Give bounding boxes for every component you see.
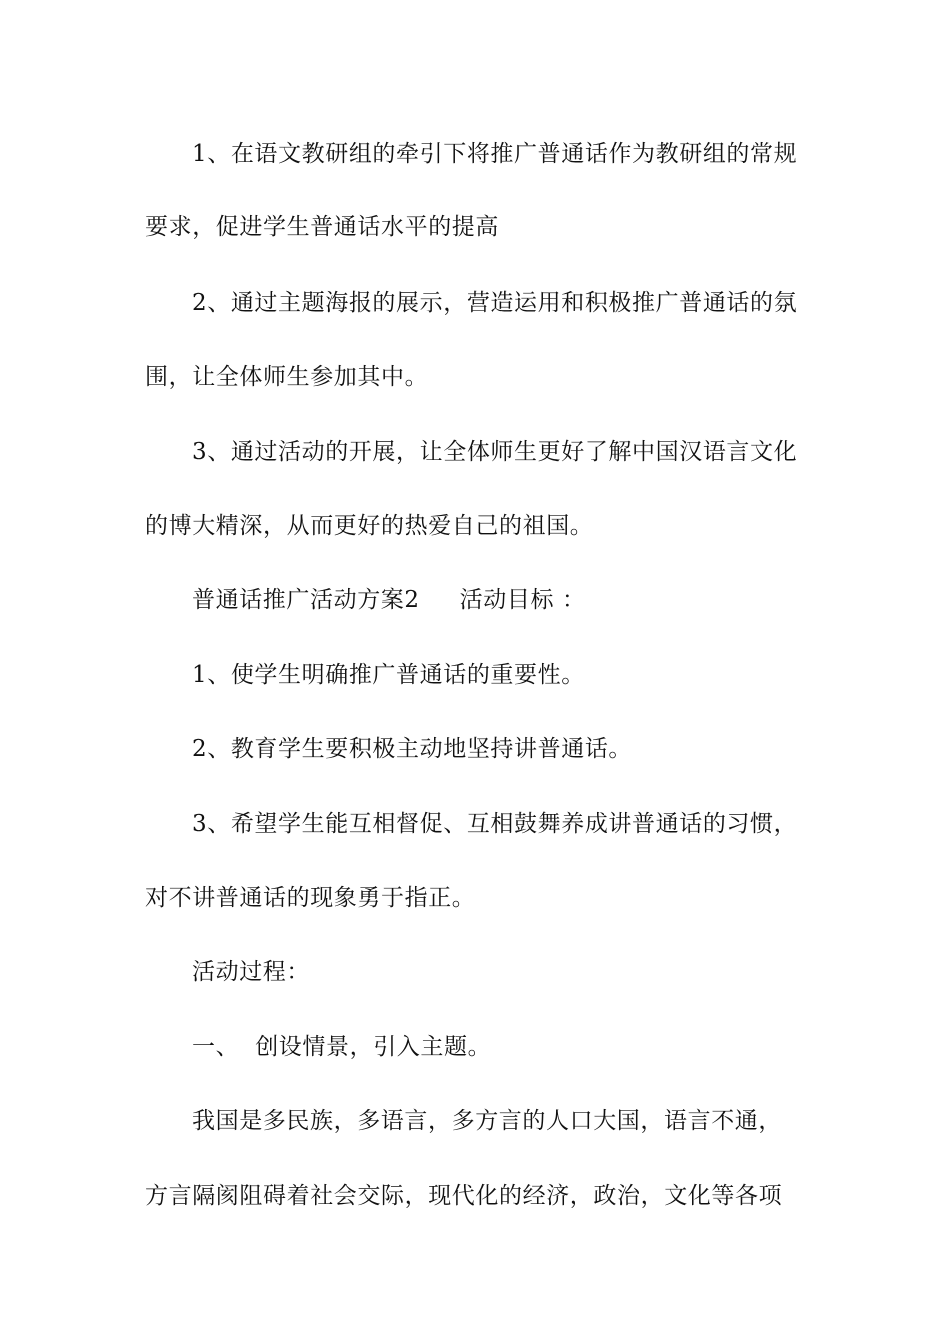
- paragraph-line: 要求，促进学生普通话水平的提高: [145, 214, 499, 240]
- paragraph-line: 3、通过活动的开展，让全体师生更好了解中国汉语言文化: [192, 439, 798, 465]
- paragraph-line: 2、教育学生要积极主动地坚持讲普通话。: [192, 736, 633, 762]
- paragraph-line: 活动过程：: [192, 959, 310, 985]
- section-subtitle: 活动目标 ：: [459, 587, 586, 613]
- heading-number: 一、: [192, 1034, 240, 1060]
- paragraph-line: 方言隔阂阻碍着社会交际，现代化的经济，政治，文化等各项: [145, 1183, 783, 1209]
- paragraph-line: 围，让全体师生参加其中。: [145, 364, 429, 390]
- paragraph-line: 3、希望学生能互相督促、互相鼓舞养成讲普通话的习惯，: [192, 811, 798, 837]
- paragraph-line: 我国是多民族，多语言，多方言的人口大国，语言不通，: [192, 1108, 782, 1134]
- section-heading-line: [192, 585, 586, 615]
- paragraph-line: 1、使学生明确推广普通话的重要性。: [192, 662, 585, 688]
- heading-text: 创设情景，引入主题。: [255, 1034, 492, 1060]
- paragraph-line: 的博大精深，从而更好的热爱自己的祖国。: [145, 513, 594, 539]
- numbered-heading-line: [192, 1032, 491, 1062]
- section-title: 普通话推广活动方案2: [192, 587, 420, 613]
- paragraph-line: 2、通过主题海报的展示，营造运用和积极推广普通话的氛: [192, 290, 798, 316]
- paragraph-line: 1、在语文教研组的牵引下将推广普通话作为教研组的常规: [192, 141, 798, 167]
- paragraph-line: 对不讲普通话的现象勇于指正。: [145, 885, 476, 911]
